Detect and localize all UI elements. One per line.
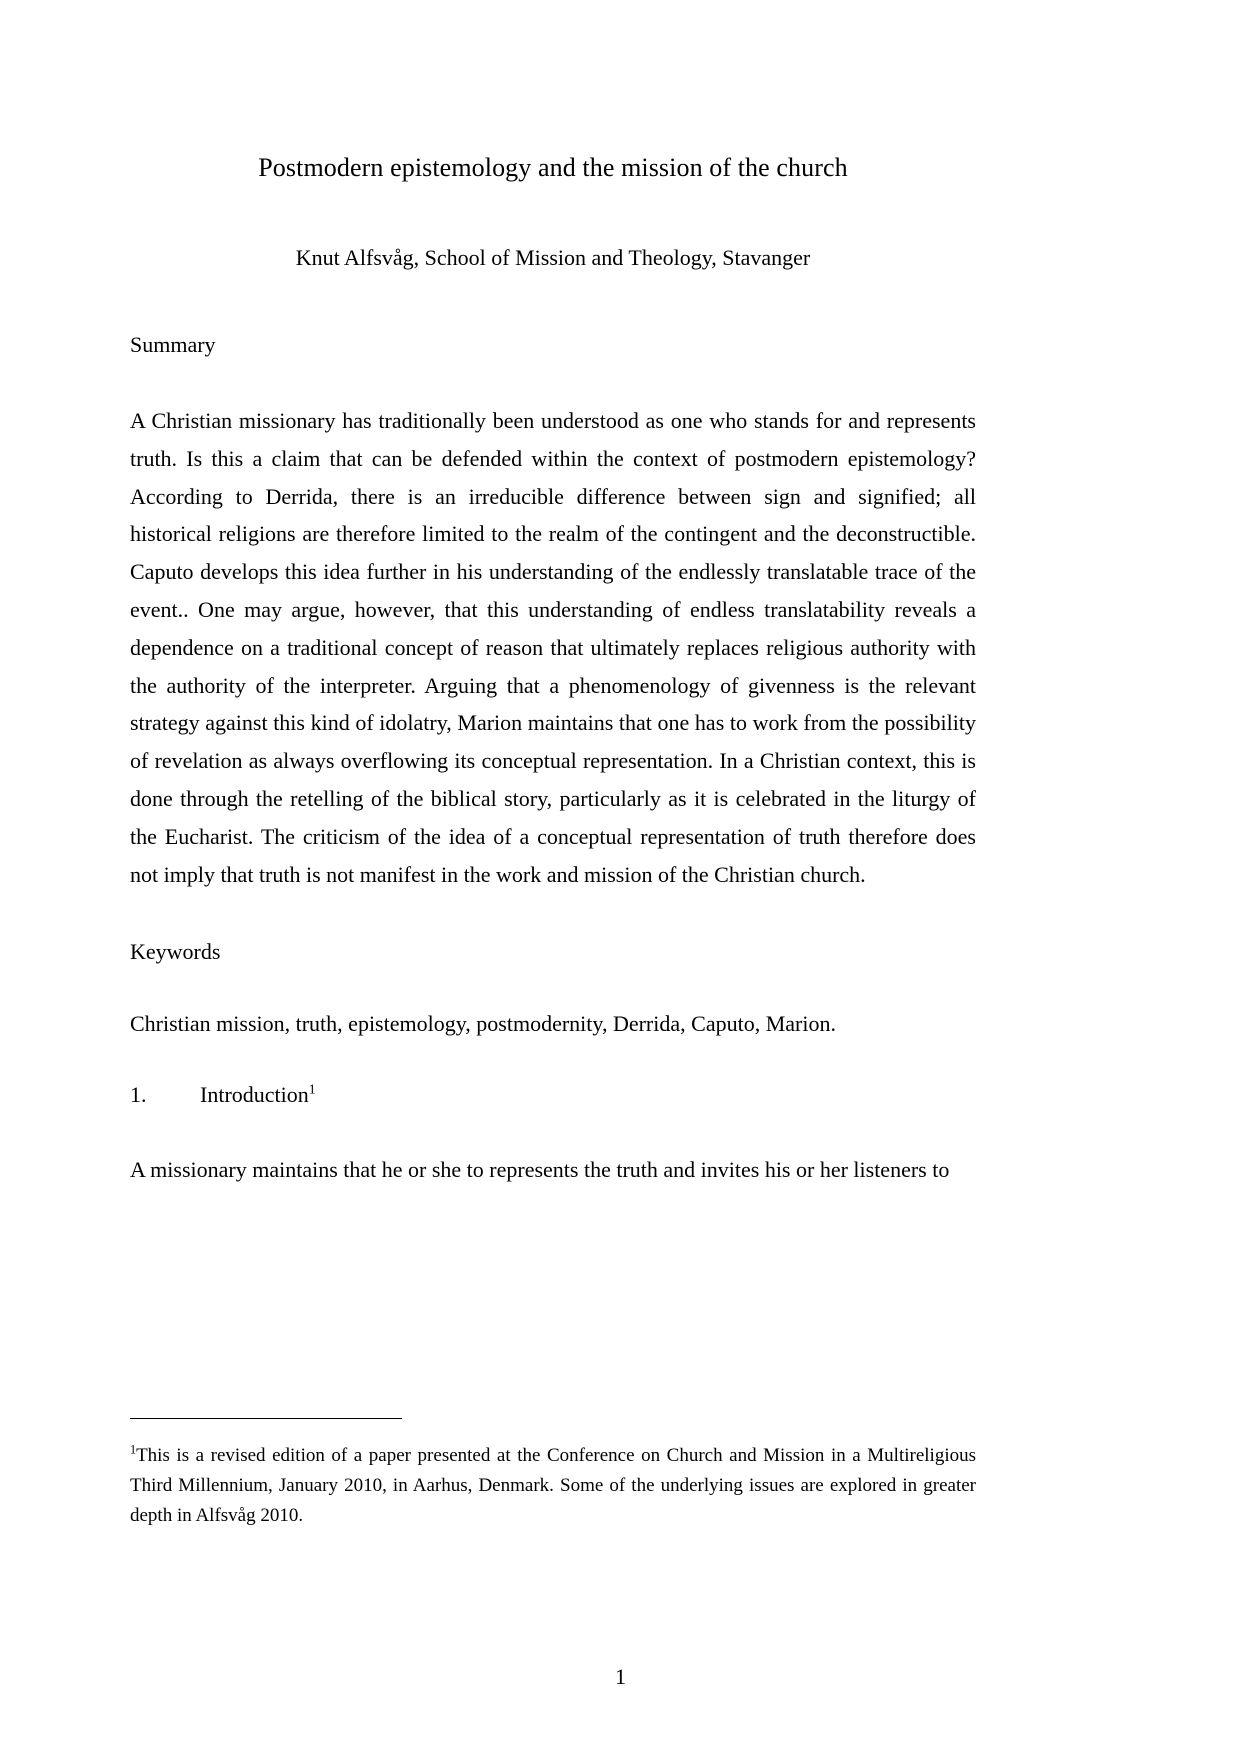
summary-heading: Summary [130, 331, 216, 357]
keywords-heading: Keywords [130, 939, 221, 965]
section-heading-introduction [130, 1037, 976, 1108]
page-title: Postmodern epistemology and the mission of the church [258, 153, 848, 182]
keywords-list: Christian mission, truth, epistemology, postmodernity, Derrida, Caputo, Marion. [130, 1010, 836, 1036]
footnote-number: 1 [130, 1442, 137, 1457]
footnote-entry [130, 1441, 976, 1531]
section-number: 1. [130, 1082, 147, 1108]
footnote-separator-rule [130, 1418, 402, 1419]
section-title: Introduction [200, 1082, 309, 1108]
page-content [130, 0, 976, 1188]
footnote-reference-marker: 1 [308, 1081, 316, 1097]
footnote-body: This is a revised edition of a paper presented at the Conference on Church and Mission in a Multireligious Third Millennium, January 2010, in Aarhus, Denmark. Some of the underlying issues are explored in greater depth in Alfsvåg 2010. [130, 1445, 976, 1526]
footnote-area [130, 1418, 976, 1531]
page-number: 1 [615, 1664, 626, 1689]
abstract-paragraph: A Christian missionary has traditionally been understood as one who stands for and represents truth. Is this a claim that can be defended within the context of postmodern epistemology? According to Derrida, there is an irreducible difference between sign and signified; all historical religions are therefore limited to the realm of the contingent and the deconstructible. Caputo develops this idea further in his understanding of the endlessly translatable trace of the event.. One may argue, however, that this understanding of endless translatability reveals a dependence on a traditional concept of reason that ultimately replaces religious authority with the authority of the interpreter. Arguing that a phenomenology of givenness is the relevant strategy against this kind of idolatry, Marion maintains that one has to work from the possibility of revelation as always overflowing its conceptual representation. In a Christian context, this is done through the retelling of the biblical story, particularly as it is celebrated in the liturgy of the Eucharist. The criticism of the idea of a conceptual representation of truth therefore does not imply that truth is not manifest in the work and mission of the Christian church. [130, 407, 976, 887]
introduction-paragraph: A missionary maintains that he or she to represents the truth and invites his or her listeners to [130, 1156, 950, 1182]
author-affiliation-line: Knut Alfsvåg, School of Mission and Theology, Stavanger [295, 245, 811, 271]
